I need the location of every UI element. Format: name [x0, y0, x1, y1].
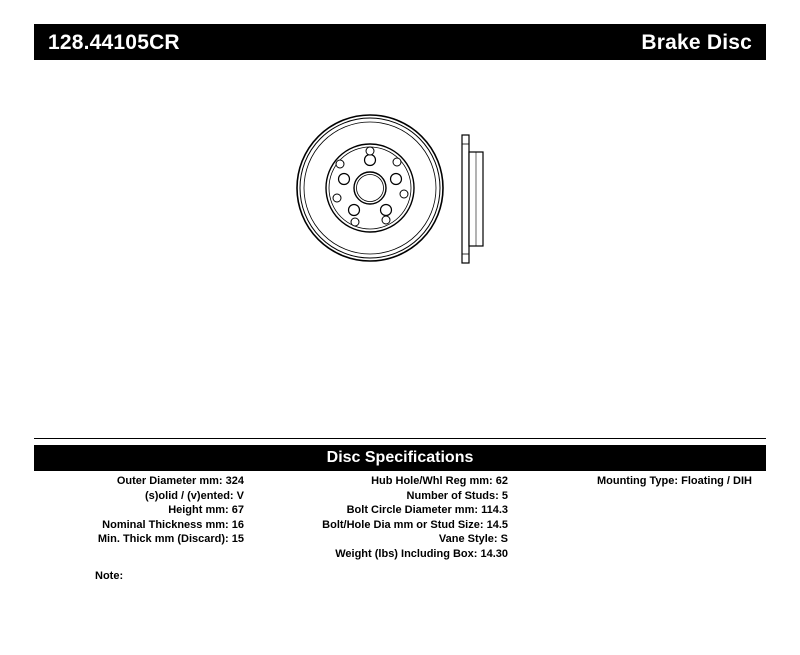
spec-label: Height mm: — [168, 504, 232, 516]
spec-value: 16 — [231, 518, 244, 531]
spec-value: 324 — [225, 475, 244, 487]
spec-label: Bolt/Hole Dia mm or Stud Size: — [322, 518, 487, 531]
spec-label: Weight (lbs) Including Box: — [335, 547, 481, 560]
spec-label: Min. Thick mm (Discard): — [97, 533, 232, 545]
spec-row — [34, 503, 244, 518]
spec-value: V — [236, 489, 244, 502]
spec-row — [250, 489, 508, 504]
page-title: Brake Disc — [641, 30, 752, 54]
spec-row — [250, 532, 508, 547]
spec-row — [250, 518, 508, 533]
spec-row — [34, 474, 244, 489]
spec-row — [34, 489, 244, 504]
spec-column-left — [34, 474, 250, 561]
spec-value: 62 — [495, 475, 508, 487]
spec-row — [250, 547, 508, 562]
spec-columns — [34, 474, 766, 561]
spec-label: Nominal Thickness mm: — [102, 518, 232, 531]
note-field — [95, 570, 123, 582]
spec-row — [34, 518, 244, 533]
spec-value: 14.30 — [480, 547, 508, 560]
spec-column-right — [514, 474, 766, 561]
part-number: 128.44105CR — [48, 30, 180, 54]
spec-row — [34, 532, 244, 547]
spec-value: S — [500, 533, 508, 545]
spec-value: Floating / DIH — [681, 475, 752, 487]
header-bar — [34, 24, 766, 60]
spec-value: 5 — [501, 489, 508, 502]
spec-column-middle — [250, 474, 514, 561]
note-label: Note: — [95, 570, 124, 582]
spec-label: Hub Hole/Whl Reg mm: — [371, 475, 496, 487]
spec-divider — [34, 438, 766, 439]
spec-title-bar — [34, 445, 766, 471]
spec-label: Bolt Circle Diameter mm: — [346, 504, 482, 516]
spec-label: (s)olid / (v)ented: — [144, 489, 237, 502]
brake-disc-illustration — [280, 100, 540, 280]
spec-label: Vane Style: — [438, 533, 501, 545]
spec-label: Mounting Type: — [596, 475, 682, 487]
spec-label: Number of Studs: — [406, 489, 502, 502]
spec-section-title: Disc Specifications — [326, 449, 474, 466]
spec-value: 67 — [231, 504, 244, 516]
brake-disc-icon — [280, 100, 540, 280]
spec-row — [514, 474, 752, 489]
spec-row — [250, 503, 508, 518]
spec-value: 15 — [231, 533, 244, 545]
spec-value: 114.3 — [481, 504, 508, 516]
spec-row — [250, 474, 508, 489]
spec-value: 14.5 — [486, 518, 508, 531]
spec-label: Outer Diameter mm: — [116, 475, 226, 487]
